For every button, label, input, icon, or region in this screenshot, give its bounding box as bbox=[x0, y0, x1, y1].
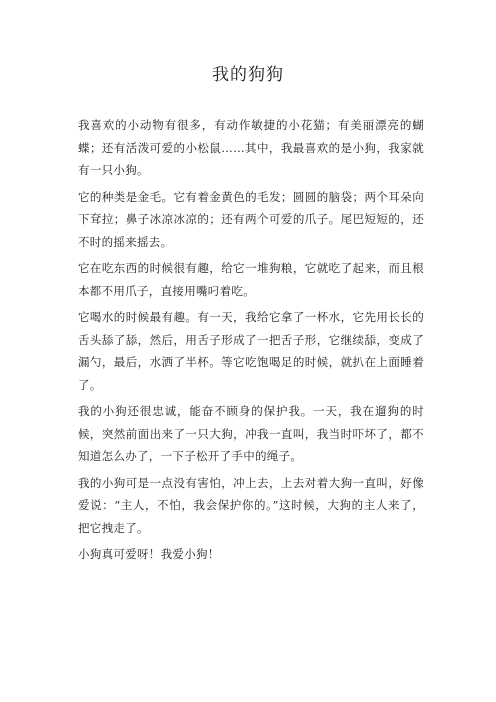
document-title: 我的狗狗 bbox=[212, 65, 284, 85]
paragraph-5: 我的小狗还很忠诚，能奋不顾身的保护我。一天，我在遛狗的时候，突然前面出来了一只大狗，冲我一直叫，我当时吓坏了，都不知道怎么办了，一下子松开了手中的绳子。 bbox=[78, 404, 424, 463]
paragraph-6: 我的小狗可是一点没有害怕，冲上去，上去对着大狗一直叫，好像爱说：“主人，不怕，我会保护你的。”这时候，大狗的主人来了，把它拽走了。 bbox=[78, 475, 424, 535]
document-body bbox=[78, 114, 424, 570]
paragraph-2: 它的种类是金毛。它有着金黄色的毛发；圆圆的脑袋；两个耳朵向下耷拉；鼻子冰凉冰凉的；还有两个可爱的爪子。尾巴短短的，还不时的摇来摇去。 bbox=[78, 189, 424, 249]
paragraph-3: 它在吃东西的时候很有趣，给它一堆狗粮，它就吃了起来，而且根本都不用爪子，直接用嘴叼着吃。 bbox=[78, 261, 424, 298]
paragraph-7: 小狗真可爱呀！我爱小狗！ bbox=[78, 547, 220, 561]
paragraph-1: 我喜欢的小动物有很多，有动作敏捷的小花猫；有美丽漂亮的蝴蝶；还有活泼可爱的小松鼠……其中，我最喜欢的是小狗，我家就有一只小狗。 bbox=[78, 118, 424, 177]
paragraph-4: 它喝水的时候最有趣。有一天，我给它拿了一杯水，它先用长长的舌头舔了舔，然后，用舌子形成了一把舌子形，它继续舔，变成了漏勺，最后，水洒了半杯。等它吃饱喝足的时候，就扒在上面睡着了。 bbox=[78, 310, 424, 392]
